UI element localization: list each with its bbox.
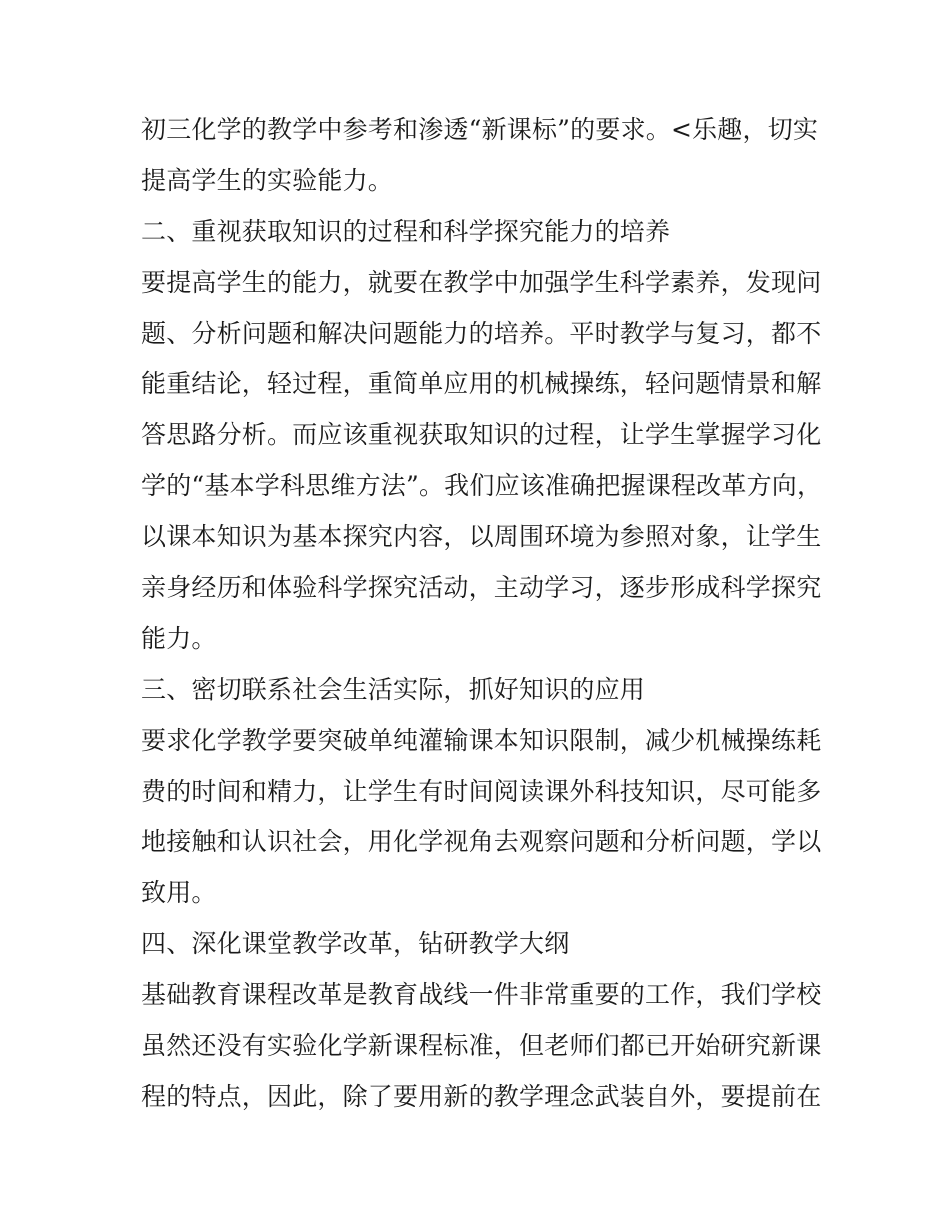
- text-line: 能重结论，轻过程，重简单应用的机械操练，轻问题情景和解: [141, 369, 822, 399]
- text-line: 费的时间和精力，让学生有时间阅读课外科技知识，尽可能多: [141, 776, 822, 806]
- text-line: 初三化学的教学中参考和渗透“新课标”的要求。<乐趣，切实: [141, 115, 819, 144]
- text-line: 答思路分析。而应该重视获取知识的过程，让学生掌握学习化: [141, 420, 822, 450]
- text-line: 虽然还没有实验化学新课程标准，但老师们都已开始研究新课: [141, 1031, 822, 1061]
- text-line: 致用。: [141, 878, 217, 908]
- text-line: 以课本知识为基本探究内容，以周围环境为参照对象，让学生: [141, 522, 822, 552]
- text-line: 要提高学生的能力，就要在教学中加强学生科学素养，发现问: [141, 267, 822, 297]
- text-line: 题、分析问题和解决问题能力的培养。平时教学与复习，都不: [141, 318, 822, 348]
- section-heading-3: 三、密切联系社会生活实际，抓好知识的应用: [141, 674, 646, 704]
- text-line: 提高学生的实验能力。: [141, 165, 394, 195]
- section-heading-2: 二、重视获取知识的过程和科学探究能力的培养: [141, 216, 671, 246]
- text-line: 基础教育课程改革是教育战线一件非常重要的工作，我们学校: [141, 980, 822, 1010]
- text-line: 学的“基本学科思维方法”。我们应该准确把握课程改革方向，: [141, 471, 823, 501]
- text-line: 要求化学教学要突破单纯灌输课本知识限制，减少机械操练耗: [141, 725, 822, 755]
- text-line: 地接触和认识社会，用化学视角去观察问题和分析问题，学以: [141, 827, 822, 857]
- section-heading-4: 四、深化课堂教学改革，钻研教学大纲: [141, 929, 570, 959]
- text-line: 程的特点，因此，除了要用新的教学理念武装自外，要提前在: [141, 1081, 822, 1111]
- text-line: 亲身经历和体验科学探究活动，主动学习，逐步形成科学探究: [141, 573, 822, 603]
- document-body: [141, 105, 821, 1123]
- text-line: 能力。: [141, 623, 217, 653]
